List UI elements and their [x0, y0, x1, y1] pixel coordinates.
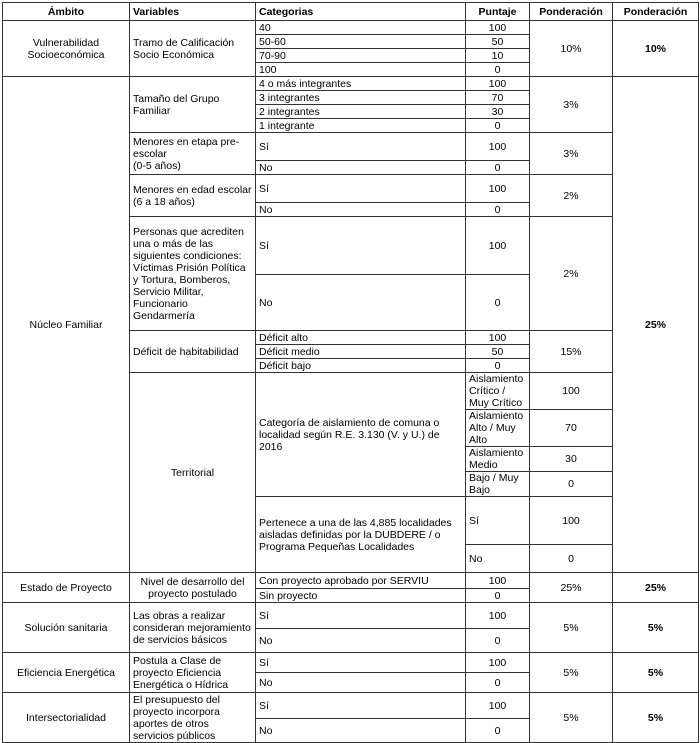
- score-cell: 0: [466, 673, 530, 693]
- score-cell: 30: [530, 447, 613, 472]
- category-cell: 1 integrante: [256, 119, 466, 133]
- ambito-weight-cell: 25%: [613, 77, 699, 573]
- category-cell: 50-60: [256, 35, 466, 49]
- scoring-table: [2, 2, 699, 743]
- score-cell: 100: [530, 497, 613, 545]
- category-cell: Aislamiento Alto / Muy Alto: [466, 410, 530, 447]
- weight-cell: 15%: [530, 331, 613, 373]
- ambito-weight-cell: 25%: [613, 573, 699, 603]
- category-cell: Aislamiento Crítico / Muy Crítico: [466, 373, 530, 410]
- score-cell: 70: [530, 410, 613, 447]
- category-cell: Sí: [466, 497, 530, 545]
- table-row: [3, 693, 699, 719]
- score-cell: 100: [466, 603, 530, 629]
- variable-cell: El presupuesto del proyecto incorpora aportes de otros servicios públicos: [130, 693, 256, 743]
- score-cell: 100: [466, 331, 530, 345]
- ambito-cell: Vulnerabilidad Socioeconómica: [3, 21, 130, 77]
- category-cell: No: [256, 719, 466, 743]
- category-cell: No: [256, 203, 466, 217]
- variable-cell: [130, 133, 256, 175]
- score-cell: 100: [530, 373, 613, 410]
- category-cell: Aislamiento Medio: [466, 447, 530, 472]
- category-cell: Déficit medio: [256, 345, 466, 359]
- score-cell: 100: [466, 21, 530, 35]
- category-cell: Déficit alto: [256, 331, 466, 345]
- header-ponderacion: Ponderación: [530, 3, 613, 21]
- category-cell: 40: [256, 21, 466, 35]
- ambito-weight-cell: 5%: [613, 603, 699, 653]
- header-variables: Variables: [130, 3, 256, 21]
- category-cell: 2 integrantes: [256, 105, 466, 119]
- score-cell: 0: [466, 203, 530, 217]
- ambito-weight-cell: 10%: [613, 21, 699, 77]
- variable-age-range: (0-5 años): [133, 159, 181, 172]
- weight-cell: 5%: [530, 603, 613, 653]
- score-cell: 0: [466, 359, 530, 373]
- variable-cell: Personas que acrediten una o más de las siguientes condiciones: Víctimas Prisión Política y Tortura, Bomberos, Servicio Militar, Funcionario Gendarmería: [130, 217, 256, 331]
- ambito-cell: Núcleo Familiar: [3, 77, 130, 573]
- category-cell: No: [256, 673, 466, 693]
- weight-cell: 25%: [530, 573, 613, 603]
- category-cell: 100: [256, 63, 466, 77]
- variable-cell: Tamaño del Grupo Familiar: [130, 77, 256, 133]
- category-cell: No: [256, 275, 466, 331]
- ambito-weight-cell: 5%: [613, 693, 699, 743]
- score-cell: 0: [466, 119, 530, 133]
- category-cell: Con proyecto aprobado por SERVIU: [256, 573, 466, 589]
- score-cell: 30: [466, 105, 530, 119]
- category-cell: 4 o más integrantes: [256, 77, 466, 91]
- ambito-weight-cell: 5%: [613, 653, 699, 693]
- weight-cell: 5%: [530, 693, 613, 743]
- weight-cell: 3%: [530, 133, 613, 175]
- header-puntaje: Puntaje: [466, 3, 530, 21]
- category-cell: Sí: [256, 217, 466, 275]
- score-cell: 0: [466, 63, 530, 77]
- score-cell: 0: [530, 472, 613, 497]
- category-cell: Sí: [256, 603, 466, 629]
- header-categorias: Categorias: [256, 3, 466, 21]
- category-cell: 70-90: [256, 49, 466, 63]
- score-cell: 100: [466, 693, 530, 719]
- category-cell: Sí: [256, 133, 466, 161]
- category-cell: Sí: [256, 653, 466, 673]
- score-cell: 0: [466, 629, 530, 653]
- score-cell: 50: [466, 345, 530, 359]
- variable-name: Menores en edad escolar: [133, 183, 252, 196]
- table-row: [3, 77, 699, 91]
- variable-age-range: (6 a 18 años): [133, 195, 195, 208]
- weight-cell: 2%: [530, 217, 613, 331]
- score-cell: 100: [466, 217, 530, 275]
- score-cell: 100: [466, 573, 530, 589]
- weight-cell: 2%: [530, 175, 613, 217]
- variable-cell: [130, 175, 256, 217]
- variable-cell: Tramo de Calificación Socio Económica: [130, 21, 256, 77]
- ambito-cell: Intersectorialidad: [3, 693, 130, 743]
- table-row: [3, 603, 699, 629]
- variable-cell: Postula a Clase de proyecto Eficiencia Energética o Hídrica: [130, 653, 256, 693]
- category-cell: Sí: [256, 693, 466, 719]
- category-cell: Déficit bajo: [256, 359, 466, 373]
- table-row: [3, 573, 699, 589]
- category-cell: 3 integrantes: [256, 91, 466, 105]
- score-cell: 0: [466, 719, 530, 743]
- score-cell: 0: [466, 589, 530, 603]
- score-cell: 100: [466, 133, 530, 161]
- table-row: [3, 21, 699, 35]
- category-cell: Sin proyecto: [256, 589, 466, 603]
- weight-cell: 10%: [530, 21, 613, 77]
- header-ambito: Ámbito: [3, 3, 130, 21]
- header-ponderacion-ambito: Ponderación: [613, 3, 699, 21]
- ambito-cell: Eficiencia Energética: [3, 653, 130, 693]
- score-cell: 70: [466, 91, 530, 105]
- variable-cell: Pertenece a una de las 4,885 localidades aisladas definidas por la DUBDERE / o Programa Pequeñas Localidades: [256, 497, 466, 573]
- variable-cell: Déficit de habitabilidad: [130, 331, 256, 373]
- header-row: [3, 3, 699, 21]
- weight-cell: 3%: [530, 77, 613, 133]
- score-cell: 100: [466, 653, 530, 673]
- score-cell: 0: [530, 545, 613, 573]
- category-cell: Bajo / Muy Bajo: [466, 472, 530, 497]
- table-row: [3, 653, 699, 673]
- variable-cell: Nivel de desarrollo del proyecto postulado: [130, 573, 256, 603]
- weight-cell: 5%: [530, 653, 613, 693]
- score-cell: 10: [466, 49, 530, 63]
- score-cell: 50: [466, 35, 530, 49]
- variable-cell: Las obras a realizar consideran mejoramiento de servicios básicos: [130, 603, 256, 653]
- variable-cell: Categoría de aislamiento de comuna o localidad según R.E. 3.130 (V. y U.) de 2016: [256, 373, 466, 497]
- category-cell: No: [256, 629, 466, 653]
- score-cell: 100: [466, 175, 530, 203]
- score-cell: 0: [466, 275, 530, 331]
- ambito-cell: Solución sanitaria: [3, 603, 130, 653]
- category-cell: No: [466, 545, 530, 573]
- ambito-cell: Territorial: [130, 373, 256, 573]
- score-cell: 100: [466, 77, 530, 91]
- variable-name: Menores en etapa pre-escolar: [133, 135, 240, 160]
- category-cell: Sí: [256, 175, 466, 203]
- score-cell: 0: [466, 161, 530, 175]
- ambito-cell: Estado de Proyecto: [3, 573, 130, 603]
- category-cell: No: [256, 161, 466, 175]
